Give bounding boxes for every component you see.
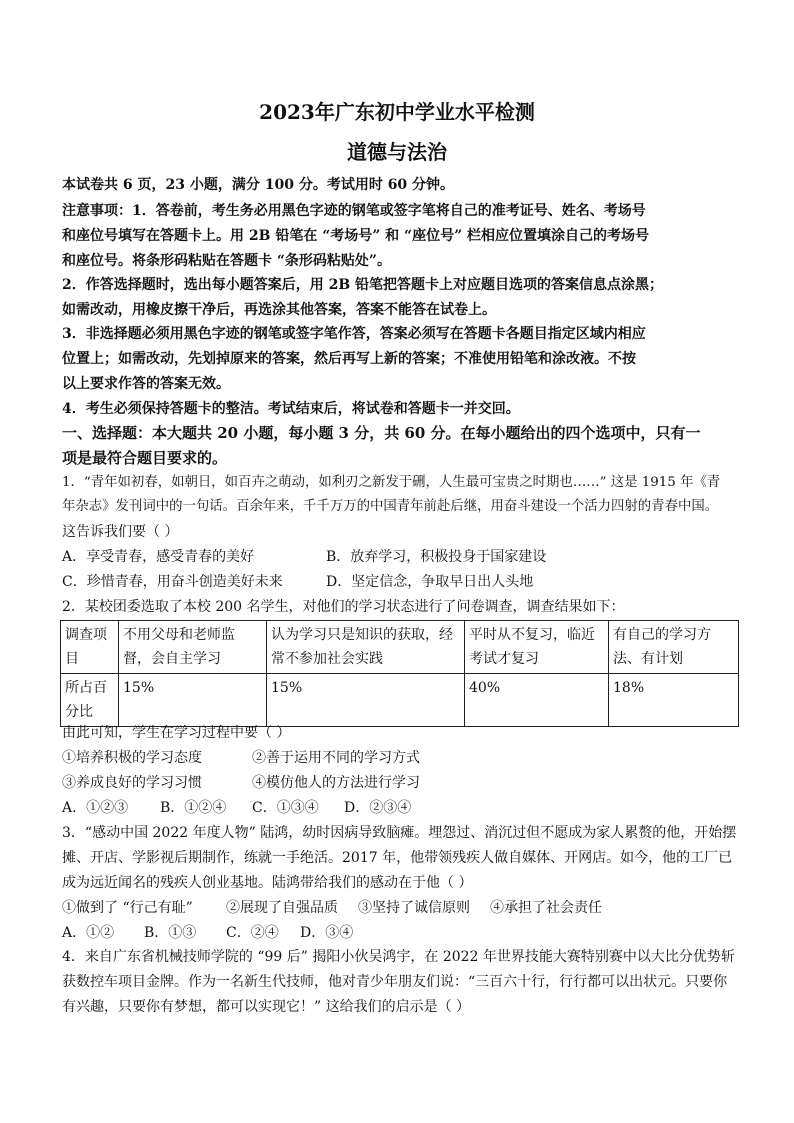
q2-item-2: ②善于运用不同的学习方式	[252, 750, 420, 766]
question-1-stem: 年杂志》发刊词中的一句话。百余年来，千千万万的中国青年前赴后继，用奋斗建设一个活力四射的青春中国。	[62, 499, 719, 514]
notes-line: 和座位号填写在答题卡上。用 2B 铅笔在 “考场号” 和 “座位号” 栏相应位置填涂自己的考场号	[62, 228, 650, 244]
table-row	[61, 674, 739, 727]
table-header-cell: 不用父母和老师监督，会自主学习	[119, 621, 267, 674]
section-heading: 项是最符合题目要求的。	[62, 449, 228, 467]
table-cell: 18%	[609, 674, 739, 727]
notes-line: 和座位号。将条形码粘贴在答题卡 “条形码粘贴处”。	[62, 253, 391, 269]
q3-item-3: ③坚持了诚信原则	[358, 900, 470, 916]
question-4-stem: 有兴趣，只要你有梦想，都可以实现它！” 这给我们的启示是（ ）	[62, 999, 471, 1015]
table-header-cell: 有自己的学习方法、有计划	[609, 621, 739, 674]
q3-answer-d: D．③④	[300, 925, 354, 941]
survey-table	[60, 620, 739, 727]
exam-title: 2023年广东初中学业水平检测	[259, 100, 535, 124]
section-heading: 一、选择题：本大题共 20 小题，每小题 3 分，共 60 分。在每小题给出的四个选项中，只有一	[62, 424, 701, 442]
table-header-cell: 调查项目	[61, 621, 119, 674]
question-3-stem: 摊、开店、学影视后期制作，练就一手绝活。2017 年，他带领残疾人做自媒体、开网店。如今，他的工厂已	[62, 850, 733, 866]
question-1-stem: 这告诉我们要（ ）	[62, 524, 179, 540]
q2-answer-d: D．②③④	[344, 800, 412, 816]
q2-answer-a: A．①②③	[62, 800, 129, 816]
q2-item-1: ①培养积极的学习态度	[62, 750, 202, 766]
table-cell: 15%	[119, 674, 267, 727]
question-4-stem: 获数控车项目金牌。作为一名新生代技师，他对青少年朋友们说：“三百六十行，行行都可以出状元。只要你	[62, 974, 728, 990]
q3-item-2: ②展现了自强品质	[226, 900, 338, 916]
q2-answer-b: B．①②④	[160, 800, 227, 816]
table-cell: 15%	[267, 674, 465, 727]
q3-item-1: ①做到了 “行己有耻”	[62, 900, 193, 916]
q3-answer-b: B．①③	[144, 925, 197, 941]
table-header-cell: 认为学习只是知识的获取，经常不参加社会实践	[267, 621, 465, 674]
notes-line: 4．考生必须保持答题卡的整洁。考试结束后，将试卷和答题卡一并交回。	[62, 401, 520, 417]
table-header-cell: 平时从不复习，临近考试才复习	[465, 621, 609, 674]
table-row	[61, 621, 739, 674]
question-1-stem: 1．“青年如初春，如朝日，如百卉之萌动，如利刃之新发于硎，人生最可宝贵之时期也……” 这是 1915 年《青	[62, 475, 721, 490]
question-2-prompt: 由此可知，学生在学习过程中要（ ）	[62, 725, 291, 741]
subject-title: 道德与法治	[347, 140, 447, 164]
q2-answer-c: C．①③④	[252, 800, 319, 816]
q1-option-a: A．享受青春，感受青春的美好	[62, 549, 255, 565]
intro-text: 本试卷共 6 页，23 小题，满分 100 分。考试用时 60 分钟。	[62, 177, 455, 193]
q3-answer-a: A．①②	[62, 925, 115, 941]
q1-option-d: D．坚定信念，争取早日出人头地	[326, 574, 534, 590]
q2-item-4: ④模仿他人的方法进行学习	[252, 775, 420, 791]
q2-item-3: ③养成良好的学习习惯	[62, 775, 202, 791]
notes-line: 2．作答选择题时，选出每小题答案后，用 2B 铅笔把答题卡上对应题目选项的答案信息点涂黑；	[62, 277, 664, 293]
q3-item-4: ④承担了社会责任	[490, 900, 602, 916]
notes-line: 以上要求作答的答案无效。	[62, 376, 230, 392]
question-3-stem: 3．“感动中国 2022 年度人物” 陆鸿，幼时因病导致脑瘫。埋怨过、消沉过但不愿成为家人累赘的他，开始摆	[62, 825, 737, 841]
notes-line: 注意事项：1．答卷前，考生务必用黑色字迹的钢笔或签字笔将自己的准考证号、姓名、考场号	[62, 203, 646, 219]
q1-option-c: C．珍惜青春，用奋斗创造美好未来	[62, 574, 283, 590]
table-cell: 40%	[465, 674, 609, 727]
notes-line: 3．非选择题必须用黑色字迹的钢笔或签字笔作答，答案必须写在答题卡各题目指定区域内相应	[62, 326, 646, 342]
notes-line: 位置上；如需改动，先划掉原来的答案，然后再写上新的答案；不准使用铅笔和涂改液。不按	[62, 351, 636, 367]
q1-option-b: B．放弃学习，积极投身于国家建设	[326, 549, 547, 565]
notes-line: 如需改动，用橡皮擦干净后，再选涂其他答案，答案不能答在试卷上。	[62, 302, 496, 318]
question-3-stem: 成为远近闻名的残疾人创业基地。陆鸿带给我们的感动在于他（ ）	[62, 875, 473, 891]
table-cell: 所占百分比	[61, 674, 119, 727]
q3-answer-c: C．②④	[226, 925, 279, 941]
question-4-stem: 4．来自广东省机械技师学院的 “99 后” 揭阳小伙吴鸿宇，在 2022 年世界技能大赛特别赛中以大比分优势斩	[62, 949, 735, 965]
question-2-stem: 2．某校团委选取了本校 200 名学生，对他们的学习状态进行了问卷调查，调查结果如下：	[62, 599, 625, 615]
